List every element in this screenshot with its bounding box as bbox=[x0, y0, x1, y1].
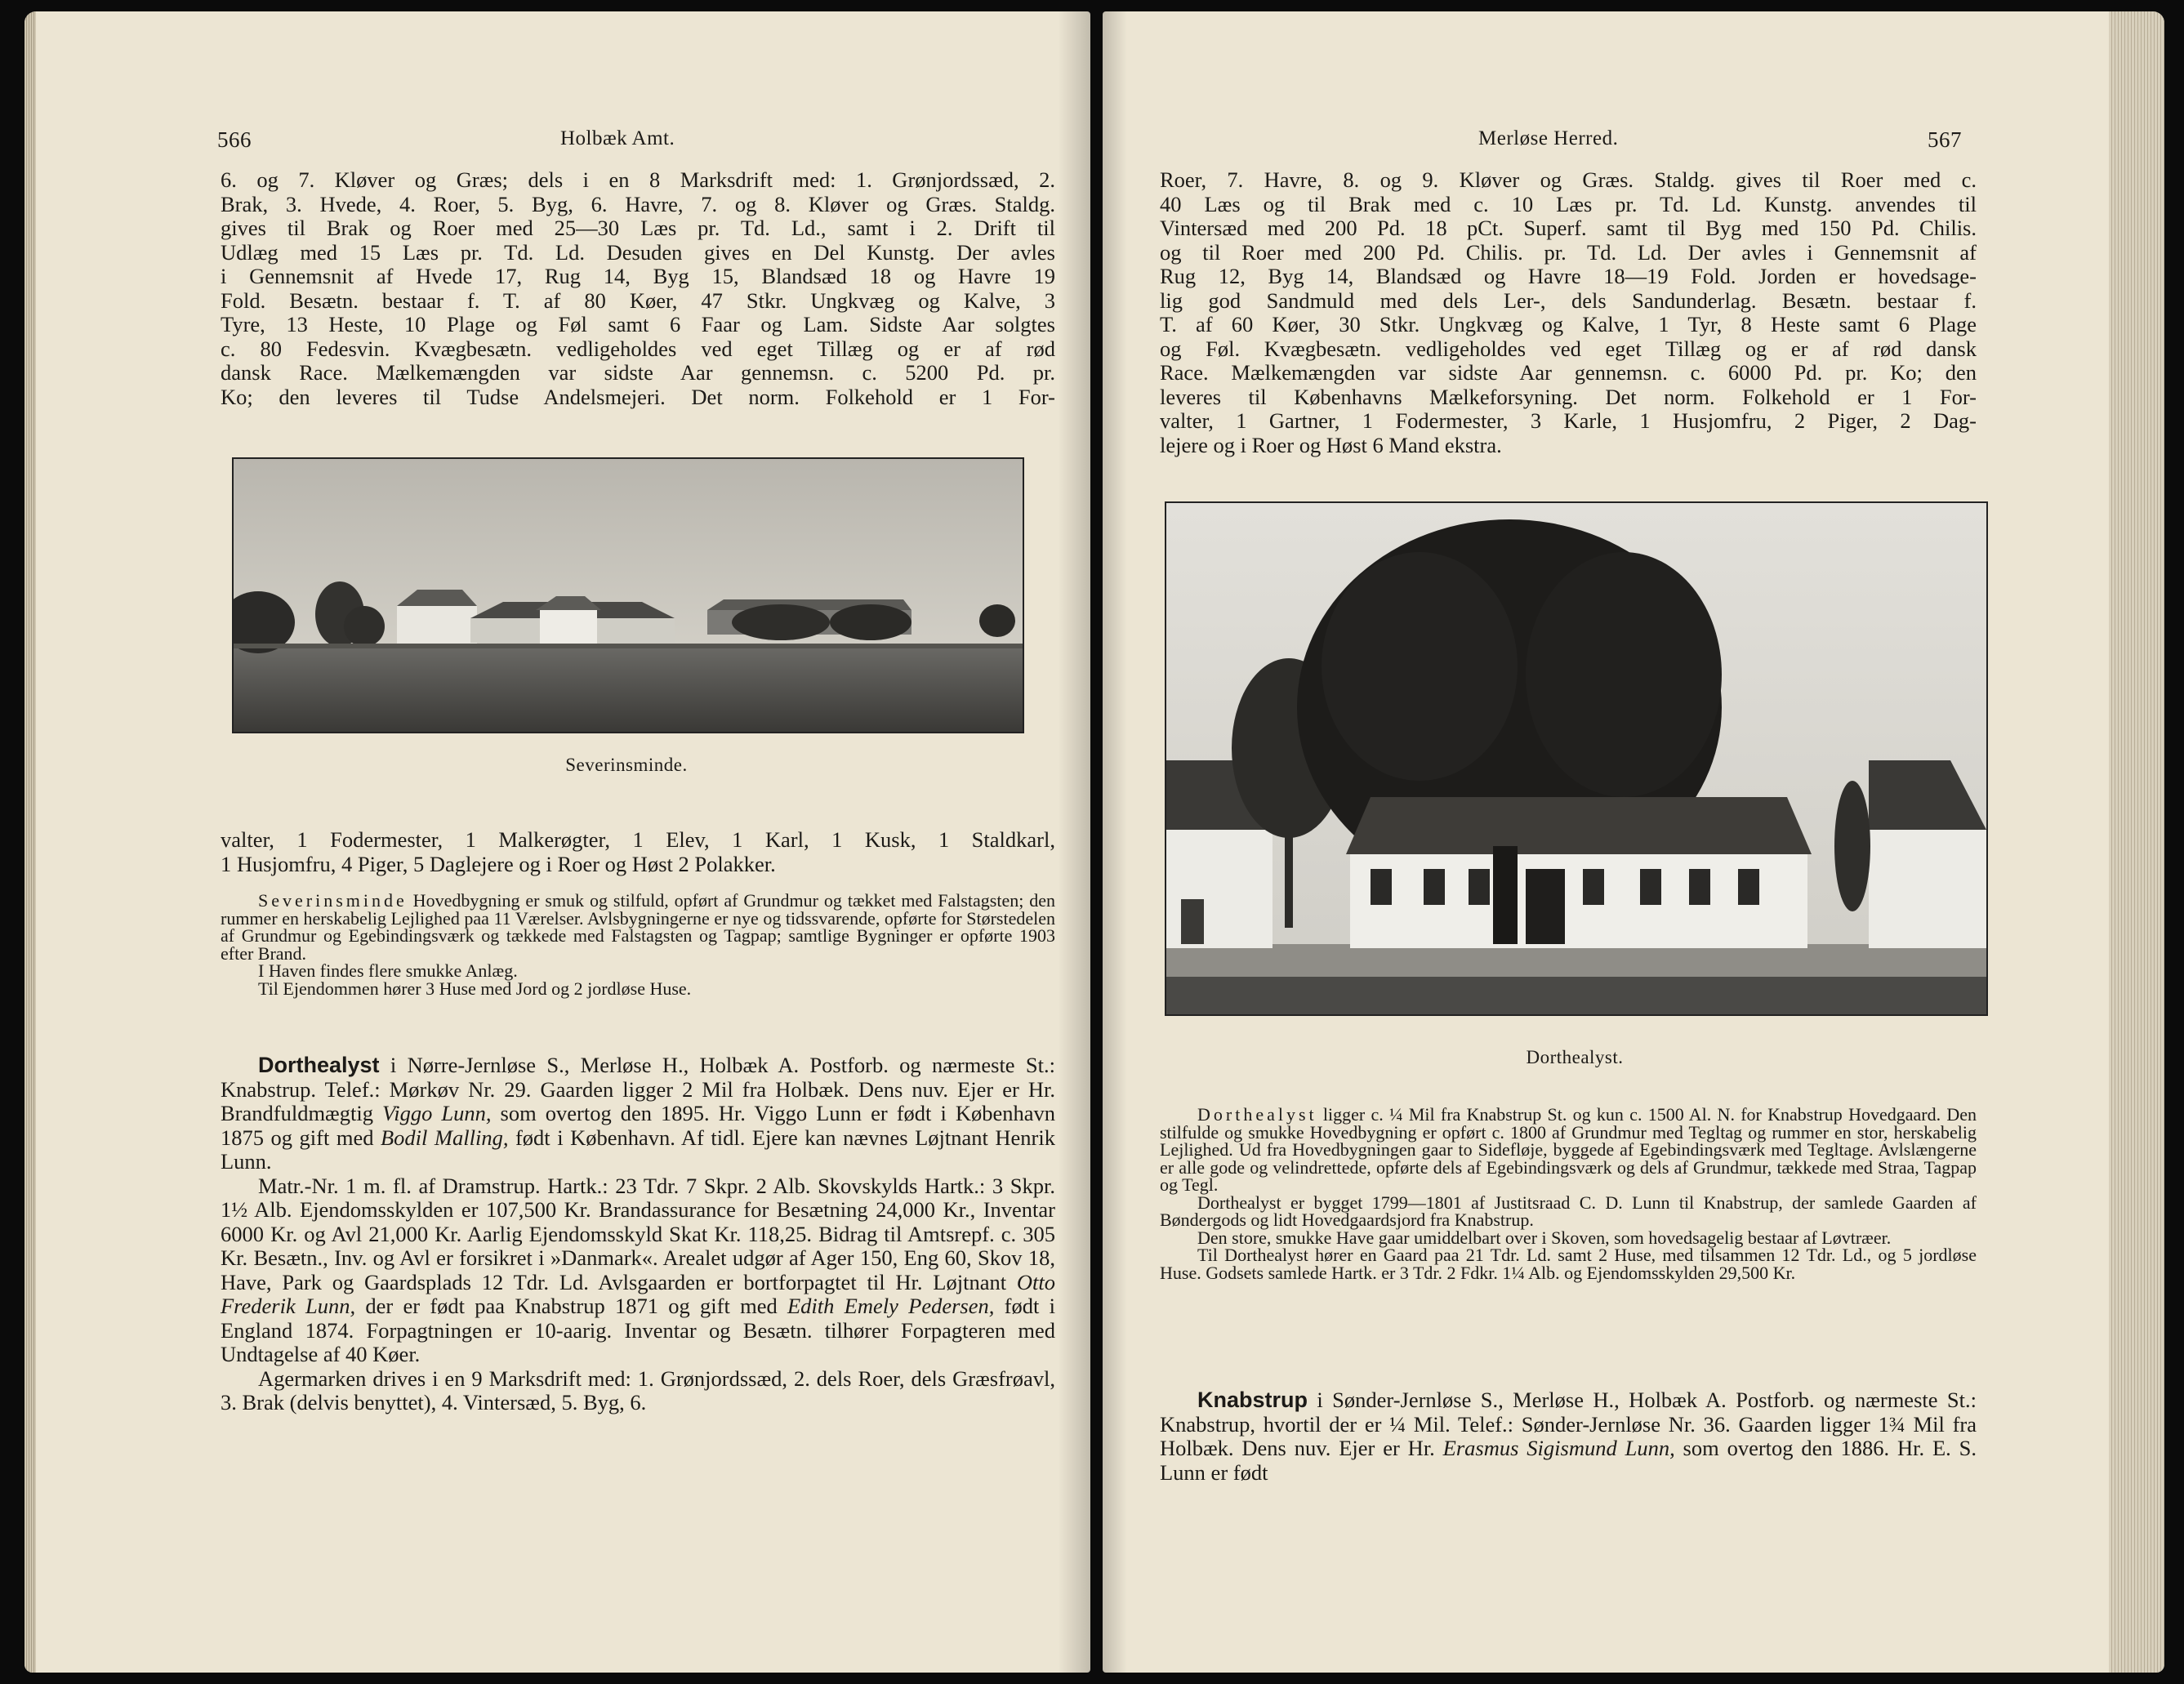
entry-text: født i København. Af tidl. Ejere kan nævnes Løjtnant Henrik Lunn. bbox=[221, 1125, 1055, 1174]
note-text: Hovedbygning er smuk og stilfuld, opført af Grundmur og tækket med Falstagsten; den rummer en herskabelig Lejlighed paa 11 Værelser. Avlsbygningerne er nye og tidssvarende, opførte for Størstedelen af Grundmur og Egebindingsværk og tækkede med Falstagsten og Tagpap; samtlige Bygninger er opførte 1903 efter Brand. bbox=[221, 890, 1055, 964]
line: Tyre, 13 Heste, 10 Plage og Føl samt 6 Faar og Lam. Sidste Aar solgtes bbox=[221, 312, 1055, 336]
left-page bbox=[25, 11, 1090, 1673]
left-top-text bbox=[221, 168, 1055, 409]
entry-name-dorthealyst: Dorthealyst bbox=[258, 1053, 380, 1077]
line: valter, 1 Gartner, 1 Fodermester, 3 Karle, 1 Husjomfru, 2 Piger, 2 Dag- bbox=[1160, 408, 1977, 433]
note-paragraph: Til Dorthealyst hører en Gaard paa 21 Tdr. Ld. samt 2 Huse, med tilsammen 12 Tdr. Ld., og 5 jordløse Huse. Godsets samlede Hartk. er 3 Tdr. 2 Fdkr. 1¼ Alb. og Ejendomsskylden 29,500 Kr. bbox=[1160, 1245, 1977, 1283]
note-text: ligger c. ¼ Mil fra Knabstrup St. og kun c. 1500 Al. N. for Knabstrup Hovedgaard. Den stilfulde og smukke Hovedbygning er opført c. 1800 af Grundmur med Tegltag og rummer en stor, herskabelig Lejlighed. Ud fra Hovedbygningen gaar to Sidefløje, byggede af Egebindingsværk med Tegltage. Avlslængerne er alle gode og velindrettede, opførte dels af Egebindingsværk og dels af Grundmur, tækkede med Straa, Tagpap og Tegl. bbox=[1160, 1104, 1977, 1195]
note-line: Til Ejendommen hører 3 Huse med Jord og 2 jordløse Huse. bbox=[258, 978, 692, 999]
entry-text: i Sønder-Jernløse S., Merløse H., Holbæk A. Postforb. og nærmeste St.: Knabstrup, hvortil der er ¼ Mil. Telef.: Sønder-Jernløse Nr. 36. Gaarden ligger 1¾ Mil fra Holbæk. Dens nuv. Ejer er Hr. bbox=[1160, 1388, 1977, 1460]
note-paragraph: Den store, smukke Have gaar umiddelbart over i Skoven, som hovedsagelig bestaar af Løvtræer. bbox=[1197, 1227, 1892, 1248]
line: lejere og i Roer og Høst 6 Mand ekstra. bbox=[1160, 432, 1502, 457]
tenant-name: Otto Frederik Lunn, bbox=[221, 1269, 1055, 1318]
entry-text: i Nørre-Jernløse S., Merløse H., Holbæk A. Postforb. og nærmeste St.: Knabstrup. Telef.: Mørkøv Nr. 29. Gaarden ligger 2 Mil fra Holbæk. Dens nuv. Ejer er Hr. Brandfuldmægtig bbox=[221, 1053, 1055, 1125]
knabstrup-entry bbox=[1160, 1388, 1977, 1485]
line: Vintersæd med 200 Pd. 18 pCt. Superf. samt til Byg med 150 Pd. Chilis. bbox=[1160, 216, 1977, 240]
line: c. 80 Fedesvin. Kvægbesætn. vedligeholdes ved eget Tillæg og er af rød bbox=[221, 336, 1055, 361]
spaced-name: Severinsminde bbox=[258, 890, 408, 911]
line: leveres til Københavns Mælkeforsyning. Det norm. Folkehold er 1 For- bbox=[1160, 384, 1977, 409]
right-page bbox=[1103, 11, 2164, 1673]
tenant-wife-name: Edith Emely Pedersen, bbox=[787, 1294, 995, 1318]
owner-name: Viggo Lunn, bbox=[382, 1101, 492, 1125]
photo-caption-dorthealyst: Dorthealyst. bbox=[1526, 1047, 1624, 1067]
line: Brak, 3. Hvede, 4. Roer, 5. Byg, 6. Havre, 7. og 8. Kløver og Græs. Staldg. bbox=[221, 191, 1055, 216]
spaced-name: Dorthealyst bbox=[1197, 1104, 1317, 1125]
entry-text: Matr.-Nr. 1 m. fl. af Dramstrup. Hartk.: 23 Tdr. 7 Skpr. 2 Alb. Skovskylds Hartk.: 3 Skpr. 1½ Alb. Ejendomsskylden er 107,500 Kr. Brandassurance for Besætning 24,000 Kr., Inventar 6000 Kr. og Avl 21,000 Kr. Aarlig Ejendomsskyld Skat Kr. 118,25. Bidrag til Amtsrepf. c. 305 Kr. Besætn., Inv. og Avl er forsikret i »Danmark«. Arealet udgør af Ager 150, Eng 60, Skov 18, Have, Park og Gaardsplads 12 Tdr. Ld. Avlsgaarden er bortforpagtet til Hr. Løjtnant bbox=[221, 1173, 1055, 1294]
line: valter, 1 Fodermester, 1 Malkerøgter, 1 Elev, 1 Karl, 1 Kusk, 1 Staldkarl, bbox=[221, 827, 1055, 852]
line: 6. og 7. Kløver og Græs; dels i en 8 Marksdrift med: 1. Grønjordssæd, 2. bbox=[221, 167, 1055, 192]
running-head-left: Holbæk Amt. bbox=[560, 127, 675, 149]
page-number-right: 567 bbox=[1928, 127, 1962, 152]
entry-text: Agermarken drives i en 9 Marksdrift med: 1. Grønjordssæd, 2. dels Roer, dels Græsfrøavl, 3. Brak (delvis benyttet), 4. Vintersæd, 5. Byg, 6. bbox=[221, 1365, 1055, 1414]
line: 1 Husjomfru, 4 Piger, 5 Daglejere og i Roer og Høst 2 Polakker. bbox=[221, 851, 776, 876]
line: 40 Læs og til Brak med c. 10 Læs pr. Td. Ld. Kunstg. anvendes til bbox=[1160, 191, 1977, 216]
line: Roer, 7. Havre, 8. og 9. Kløver og Græs. Staldg. gives til Roer med c. bbox=[1160, 167, 1977, 192]
line: gives til Brak og Roer med 25—30 Læs pr. Td. Ld., samt i 2. Drift til bbox=[221, 216, 1055, 240]
line: Race. Mælkemængden var sidste Aar gennemsn. c. 6000 Pd. pr. Ko; den bbox=[1160, 360, 1977, 385]
dorthealyst-note bbox=[1160, 1106, 1977, 1281]
photo-caption-severinsminde: Severinsminde. bbox=[565, 755, 688, 775]
entry-text: der er født paa Knabstrup 1871 og gift med bbox=[355, 1294, 787, 1318]
severinsminde-note bbox=[221, 892, 1055, 997]
note-line: I Haven findes flere smukke Anlæg. bbox=[258, 960, 518, 981]
line: i Gennemsnit af Hvede 17, Rug 14, Byg 15, Blandsæd 18 og Havre 19 bbox=[221, 264, 1055, 288]
entry-text: født i England 1874. Forpagtningen er 10-aarig. Inventar og Besætn. tilhører Forpagteren med Undtagelse af 40 Køer. bbox=[221, 1294, 1055, 1366]
entry-text: som overtog den 1886. Hr. E. S. Lunn er født bbox=[1160, 1436, 1977, 1485]
note-paragraph: Dorthealyst er bygget 1799—1801 af Justitsraad C. D. Lunn til Knabstrup, der samlede Gaarden af Bøndergods og lidt Hovedgaardsjord fra Knabstrup. bbox=[1160, 1192, 1977, 1230]
wife-name: Bodil Malling, bbox=[381, 1125, 509, 1150]
page-edge-right bbox=[2109, 11, 2164, 1673]
running-head-right: Merløse Herred. bbox=[1478, 127, 1619, 149]
line: dansk Race. Mælkemængden var sidste Aar gennemsn. c. 5200 Pd. pr. bbox=[221, 360, 1055, 385]
page-edge-left bbox=[25, 11, 36, 1673]
line: lig god Sandmuld med dels Ler-, dels Sandunderlag. Besætn. bestaar f. bbox=[1160, 287, 1977, 313]
line: Udlæg med 15 Læs pr. Td. Ld. Desuden gives en Del Kunstg. Der avles bbox=[221, 239, 1055, 265]
line: Ko; den leveres til Tudse Andelsmejeri. Det norm. Folkehold er 1 For- bbox=[221, 384, 1055, 409]
page-number-left: 566 bbox=[217, 127, 252, 152]
entry-name-knabstrup: Knabstrup bbox=[1197, 1388, 1308, 1412]
left-after-photo-text bbox=[221, 828, 1055, 876]
dorthealyst-image bbox=[1166, 503, 1986, 1014]
line: og Føl. Kvægbesætn. vedligeholdes ved eget Tillæg og er af rød dansk bbox=[1160, 336, 1977, 361]
gutter-shadow-right bbox=[1103, 11, 1127, 1673]
line: Fold. Besætn. bestaar f. T. af 80 Køer, 47 Stkr. Ungkvæg og Kalve, 3 bbox=[221, 287, 1055, 313]
dorthealyst-photo bbox=[1165, 501, 1988, 1016]
line: T. af 60 Køer, 30 Stkr. Ungkvæg og Kalve, 1 Tyr, 8 Heste samt 6 Plage bbox=[1160, 312, 1977, 336]
severinsminde-photo bbox=[232, 457, 1024, 733]
gutter-shadow-left bbox=[1058, 11, 1090, 1673]
entry-text: som overtog den 1895. Hr. Viggo Lunn er født i København 1875 og gift med bbox=[221, 1101, 1056, 1150]
line: og til Roer med 200 Pd. Chilis. pr. Td. Ld. Der avles i Gennemsnit af bbox=[1160, 239, 1977, 265]
severinsminde-image bbox=[234, 459, 1023, 732]
right-top-text bbox=[1160, 168, 1977, 457]
line: Rug 12, Byg 14, Blandsæd og Havre 18—19 Fold. Jorden er hovedsage- bbox=[1160, 264, 1977, 288]
owner-name: Erasmus Sigismund Lunn, bbox=[1442, 1436, 1675, 1460]
dorthealyst-entry bbox=[221, 1054, 1055, 1415]
